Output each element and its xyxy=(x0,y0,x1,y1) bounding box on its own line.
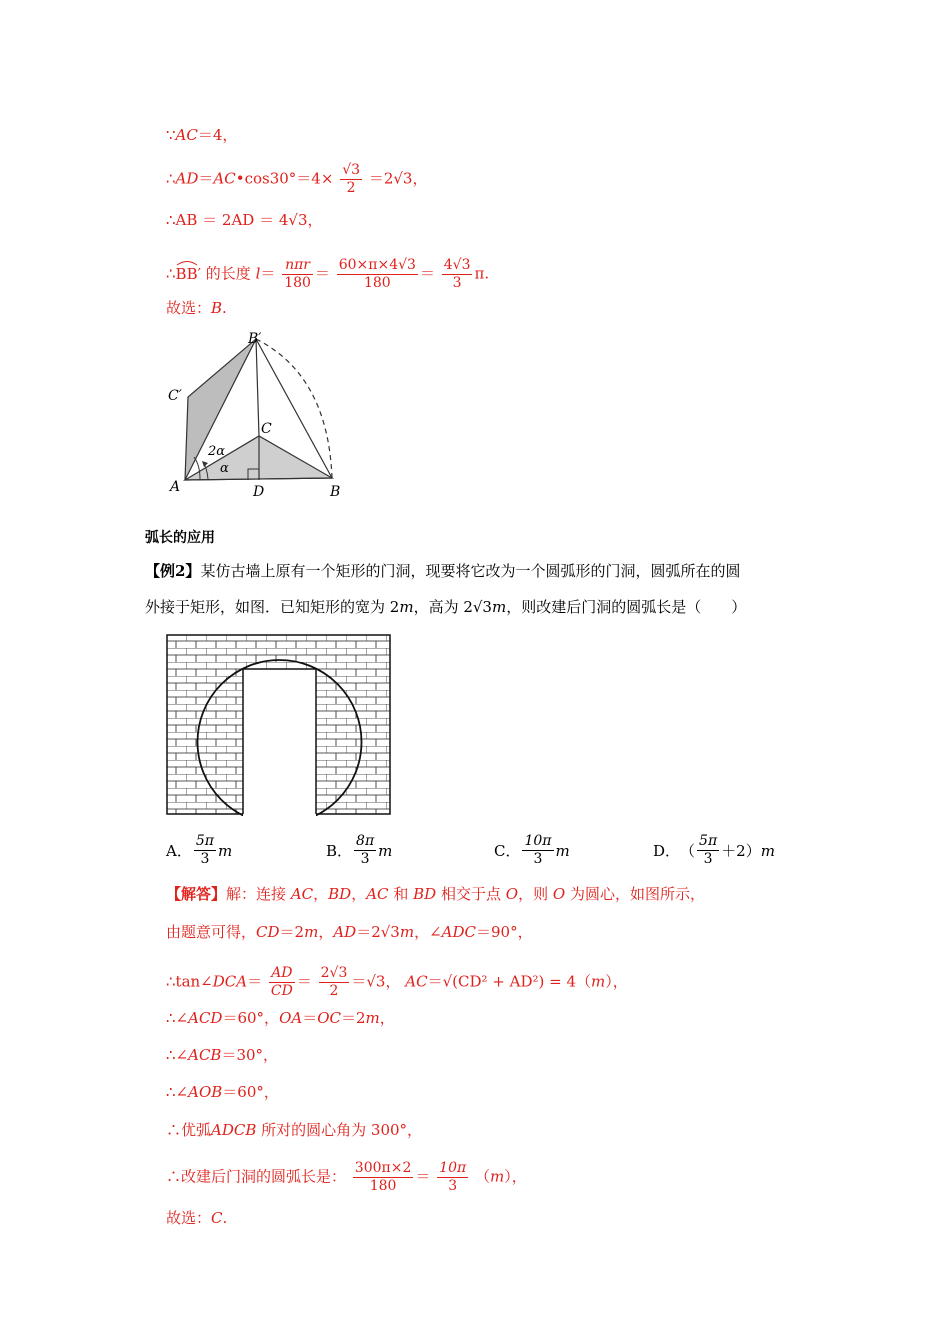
sol1-line-1: ∵AC＝4， xyxy=(166,126,238,144)
option-c[interactable]: C． $\frac{10\pi}{3}$ m xyxy=(494,833,570,867)
label-b-prime: B′ xyxy=(248,331,262,347)
option-b[interactable]: B． $\frac{8\pi}{3}$ m xyxy=(326,833,393,867)
fraction: $\frac{10\pi}{3}$ xyxy=(524,833,552,867)
label-a: A xyxy=(170,479,181,495)
sol2-line-1: 【解答】解：连接 AC，BD，AC 和 BD 相交于点 O，则 O 为圆心，如图所示， xyxy=(166,885,705,903)
sol1-line-5: 故选：B. xyxy=(166,299,227,317)
label-b: B xyxy=(330,484,341,500)
sol2-line-9: 故选：C. xyxy=(166,1209,228,1227)
arc-mark-icon xyxy=(176,260,198,266)
segment-b1c xyxy=(256,339,259,436)
section-title: 弧长的应用 xyxy=(145,530,215,546)
fraction: $\frac{5\pi}{3}$ xyxy=(195,833,214,867)
fraction: $\frac{AD}{CD}$ xyxy=(270,965,293,999)
label-c: C xyxy=(261,421,272,437)
fraction: $\frac{8\pi}{3}$ xyxy=(356,833,375,867)
fraction: $\frac{300\pi\times 2}{180}$ xyxy=(354,1160,412,1194)
sol2-line-3: ∴tan∠DCA＝ $\frac{AD}{CD}$ ＝ $\frac{2√3}{2}$ ＝√3， AC＝√(CD² + AD²) = 4（m）， xyxy=(166,965,628,999)
fraction: $\frac{\text{nπr}}{180}$ xyxy=(284,257,311,291)
brick-wall-figure xyxy=(166,634,392,816)
example2-line-2: 外接于矩形，如图．已知矩形的宽为 2m，高为 2√3m，则改建后门洞的圆弧长是（ ） xyxy=(145,598,747,616)
fraction: $\frac{5\pi}{3}$ xyxy=(699,833,718,867)
fraction: $\frac{√3}{2}$ xyxy=(342,162,361,196)
fraction: $\frac{4√3}{3}$ xyxy=(443,257,471,291)
arc-symbol: BB′ xyxy=(176,264,201,284)
fraction: $\frac{2√3}{2}$ xyxy=(320,965,348,999)
label-c-prime: C′ xyxy=(168,388,182,404)
sol2-line-5: ∴∠ACB＝30°， xyxy=(166,1046,279,1064)
label-d: D xyxy=(253,484,265,500)
fraction: $\frac{60\times\pi\times 4√3}{180}$ xyxy=(338,257,416,291)
sol1-line-2: ∴AD＝AC•cos30°＝4× $\frac{√3}{2}$ ＝2√3， xyxy=(166,162,428,196)
rotation-figure xyxy=(160,325,360,505)
sol1-line-3: ∴AB ＝ 2AD ＝ 4√3， xyxy=(166,211,323,229)
sol2-line-7: ∴优弧ADCB 所对的圆心角为 300°， xyxy=(166,1121,423,1139)
sol1-line-4: ∴BB′ 的长度 l＝ $\frac{\text{nπr}}{180}$ ＝ $\frac{60\times\pi\times 4√3}{180}$ ＝ $\frac{4√3}{3}$ π. xyxy=(166,257,490,291)
option-d[interactable]: D． （ $\frac{5\pi}{3}$ ＋2） m xyxy=(653,833,775,867)
label-alpha: α xyxy=(220,461,229,476)
sol2-line-2: 由题意可得，CD＝2m，AD＝2√3m，∠ADC＝90°， xyxy=(166,923,533,941)
door-opening xyxy=(243,669,316,815)
option-a[interactable]: A． $\frac{5\pi}{3}$ m xyxy=(166,833,233,867)
label-2alpha: 2α xyxy=(208,444,226,459)
sol2-line-8: ∴改建后门洞的圆弧长是： $\frac{300\pi\times 2}{180}$ ＝ $\frac{10\pi}{3}$ （m）， xyxy=(166,1160,527,1194)
fraction: $\frac{10\pi}{3}$ xyxy=(439,1160,467,1194)
example2-line-1: 【例2】某仿古墙上原有一个矩形的门洞，现要将它改为一个圆弧形的门洞，圆弧所在的圆 xyxy=(145,562,741,580)
sol2-line-4: ∴∠ACD＝60°，OA＝OC＝2m， xyxy=(166,1009,395,1027)
sol2-line-6: ∴∠AOB＝60°， xyxy=(166,1083,279,1101)
